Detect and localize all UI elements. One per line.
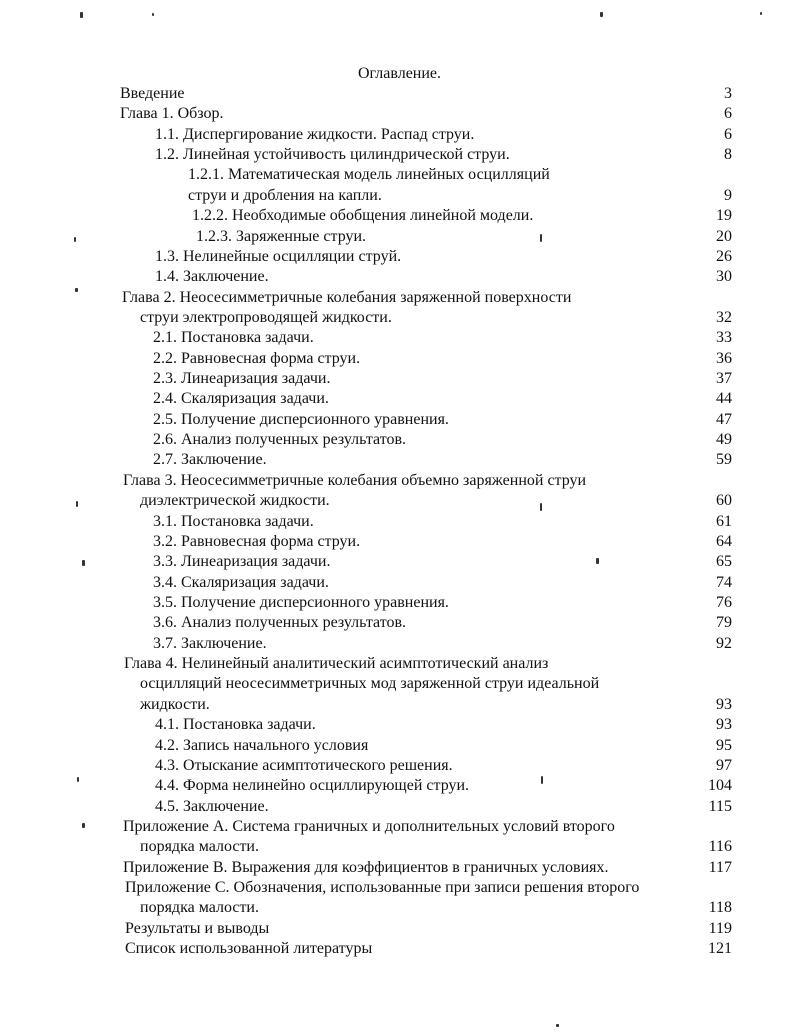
scan-speck [540,503,542,511]
toc-entry-page: 59 [716,451,732,468]
toc-entry-page: 44 [716,390,732,407]
toc-entry-page: 61 [716,513,732,530]
toc-entry-title: Приложение С. Обозначения, использованные при записи решения второго [125,879,640,896]
toc-entry-title: Введение [120,85,185,102]
toc-entry-title: 4.3. Отыскание асимптотического решения. [155,757,453,774]
scan-speck [152,13,154,16]
scan-speck [540,234,542,242]
toc-entry-page: 74 [716,574,732,591]
scan-speck [82,560,85,566]
toc-entry-title: 2.5. Получение дисперсионного уравнения. [153,411,449,428]
toc-entry-page: 95 [716,737,732,754]
toc-entry-title: 1.4. Заключение. [155,268,269,285]
toc-entry-page: 97 [716,757,732,774]
toc-entry-title: 2.2. Равновесная форма струи. [153,350,361,367]
toc-entry-page: 37 [716,370,732,387]
toc-entry-page: 92 [716,635,732,652]
toc-entry-title: 1.2.3. Заряженные струи. [196,228,367,245]
toc-entry-title: Список использованной литературы [125,940,373,957]
scan-speck [77,777,79,782]
toc-entry-title: жидкости. [140,696,210,713]
toc-entry-title: струи электропроводящей жидкости. [140,309,392,326]
toc-entry-page: 65 [716,553,732,570]
toc-title: Оглавление. [357,65,442,82]
toc-entry-page: 93 [716,716,732,733]
toc-entry-page: 60 [716,492,732,509]
scan-speck [596,558,599,564]
toc-entry-page: 33 [716,329,732,346]
scan-speck [82,823,85,828]
scan-speck [80,12,83,18]
scan-speck [600,12,603,17]
toc-entry-title: Приложение А. Система граничных и дополнительных условий второго [123,818,615,835]
toc-entry-page: 6 [724,126,732,143]
toc-entry-title: 1.2.2. Необходимые обобщения линейной модели. [192,207,534,224]
toc-entry-title: Глава 1. Обзор. [120,105,224,122]
toc-entry-title: 2.1. Постановка задачи. [153,329,314,346]
toc-entry-title: порядка малости. [140,838,259,855]
toc-entry-page: 3 [724,85,732,102]
toc-entry-title: Результаты и выводы [125,920,270,937]
toc-entry-title: 1.2.1. Математическая модель линейных осцилляций [188,166,550,183]
toc-entry-title: 3.3. Линеаризация задачи. [153,553,331,570]
toc-entry-title: 3.7. Заключение. [153,635,267,652]
toc-entry-page: 26 [716,248,732,265]
toc-entry-page: 104 [708,777,732,794]
toc-entry-title: 4.4. Форма нелинейно осциллирующей струи. [155,777,470,794]
scan-speck [74,237,76,242]
toc-entry-page: 20 [716,228,732,245]
toc-entry-page: 19 [716,207,732,224]
toc-entry-title: 1.1. Диспергирование жидкости. Распад струи. [155,126,475,143]
toc-entry-title: 2.7. Заключение. [153,451,267,468]
toc-entry-title: осцилляций неосесимметричных мод заряженной струи идеальной [140,675,600,692]
toc-entry-title: Глава 2. Неосесимметричные колебания заряженной поверхности [122,289,572,306]
toc-entry-title: 4.1. Постановка задачи. [155,716,316,733]
toc-entry-page: 119 [708,920,732,937]
toc-entry-title: Глава 3. Неосесимметричные колебания объемно заряженной струи [123,472,587,489]
toc-entry-title: 1.3. Нелинейные осцилляции струй. [155,248,402,265]
toc-entry-title: 2.6. Анализ полученных результатов. [153,431,407,448]
toc-entry-page: 8 [724,146,732,163]
toc-entry-page: 47 [716,411,732,428]
toc-entry-page: 64 [716,533,732,550]
scan-speck [760,12,762,15]
toc-entry-page: 116 [708,838,732,855]
toc-entry-title: 2.4. Скаляризация задачи. [153,390,329,407]
toc-entry-page: 6 [724,105,732,122]
scan-speck [75,288,78,292]
scan-speck [541,776,543,784]
scan-speck [76,501,78,507]
toc-entry-title: струи и дробления на капли. [188,187,382,204]
toc-entry-title: порядка малости. [140,899,259,916]
toc-entry-title: диэлектрической жидкости. [140,492,330,509]
toc-entry-page: 115 [708,798,732,815]
toc-entry-page: 32 [716,309,732,326]
scan-speck [556,1024,559,1027]
toc-entry-title: 3.2. Равновесная форма струи. [153,533,361,550]
toc-entry-title: 3.5. Получение дисперсионного уравнения. [153,594,449,611]
toc-entry-title: 2.3. Линеаризация задачи. [153,370,331,387]
toc-entry-title: 4.2. Запись начального условия [155,737,369,754]
toc-entry-page: 117 [708,859,732,876]
toc-entry-page: 49 [716,431,732,448]
toc-entry-page: 76 [716,594,732,611]
toc-entry-page: 30 [716,268,732,285]
toc-entry-title: 3.4. Скаляризация задачи. [153,574,329,591]
toc-entry-title: 3.1. Постановка задачи. [153,513,314,530]
toc-entry-page: 118 [708,899,732,916]
toc-entry-page: 36 [716,350,732,367]
toc-entry-page: 9 [724,187,732,204]
toc-entry-title: 1.2. Линейная устойчивость цилиндрической струи. [155,146,510,163]
toc-entry-title: 4.5. Заключение. [155,798,269,815]
toc-entry-page: 79 [716,614,732,631]
toc-entry-title: Глава 4. Нелинейный аналитический асимптотический анализ [124,655,549,672]
toc-entry-title: 3.6. Анализ полученных результатов. [153,614,407,631]
toc-entry-page: 121 [708,940,732,957]
toc-entry-page: 93 [716,696,732,713]
toc-entry-title: Приложение В. Выражения для коэффициентов в граничных условиях. [123,859,609,876]
